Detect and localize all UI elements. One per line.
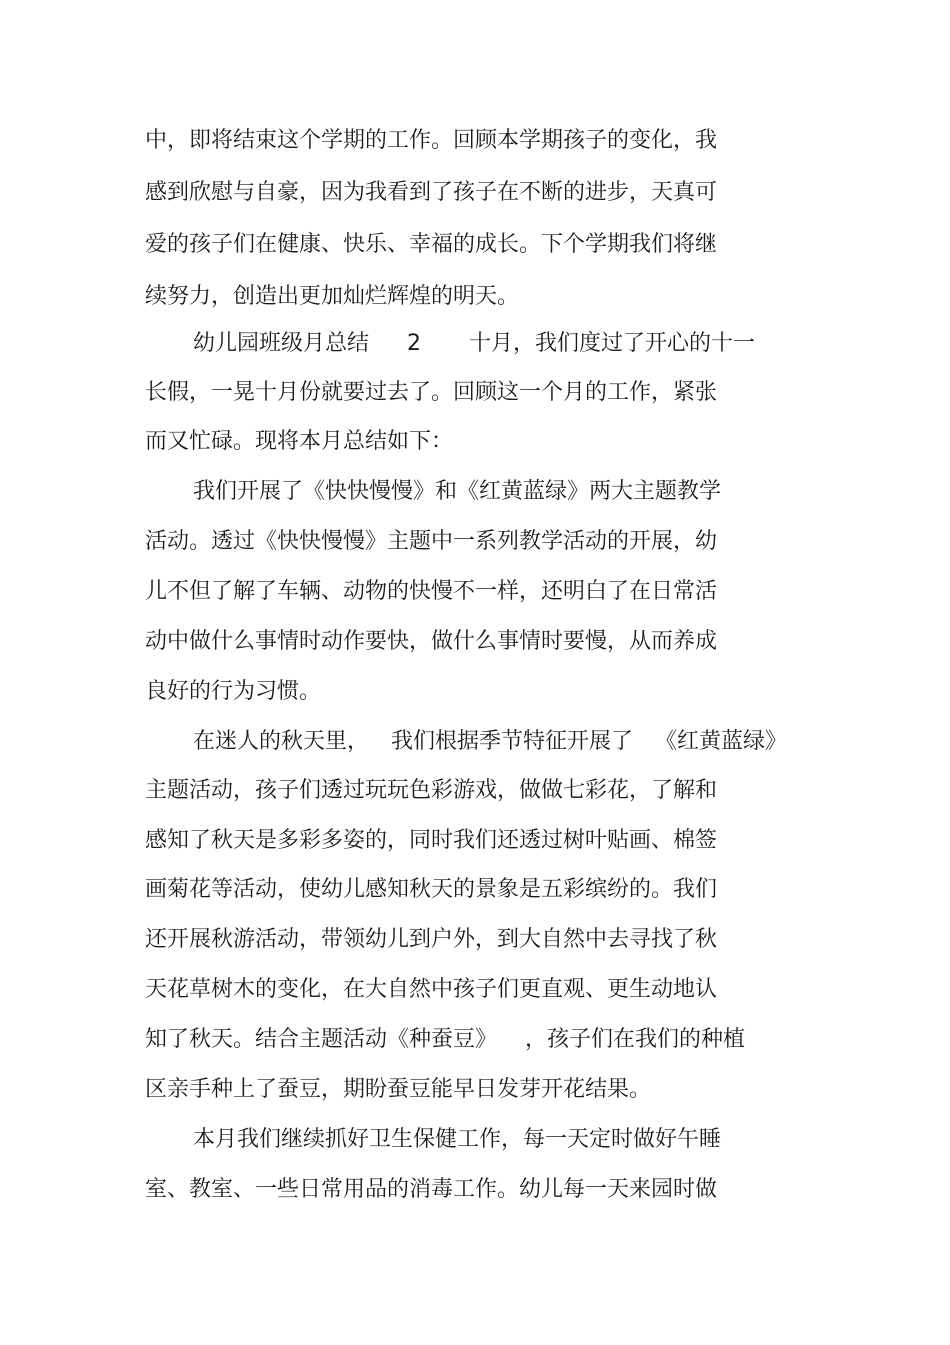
autumn-line-part1: 在迷人的秋天里， — [193, 729, 370, 754]
paragraph-line: 室、教室、一些日常用品的消毒工作。幼儿每一天来园时做 — [145, 1177, 718, 1202]
summary-heading-number: 2 — [407, 331, 422, 356]
bean-line-part1: 知了秋天。结合主题活动《种蚕豆》 — [145, 1027, 498, 1052]
paragraph-line: 长假，一晃十月份就要过去了。回顾这一个月的工作，紧张 — [145, 380, 718, 405]
summary-heading-title: 幼儿园班级月总结 — [193, 331, 370, 356]
paragraph-line: 天花草树木的变化，在大自然中孩子们更直观、更生动地认 — [145, 977, 718, 1002]
paragraph-line: 动中做什么事情时动作要快，做什么事情时要慢，从而养成 — [145, 629, 718, 654]
paragraph-line: 续努力，创造出更加灿烂辉煌的明天。 — [145, 284, 520, 309]
paragraph-line: 我们开展了《快快慢慢》和《红黄蓝绿》两大主题教学 — [193, 479, 722, 504]
paragraph-line: 中，即将结束这个学期的工作。回顾本学期孩子的变化，我 — [145, 128, 718, 153]
paragraph-line: 而又忙碌。现将本月总结如下： — [145, 429, 454, 454]
paragraph-line: 感到欣慰与自豪，因为我看到了孩子在不断的进步，天真可 — [145, 180, 718, 205]
paragraph-line: 爱的孩子们在健康、快乐、幸福的成长。下个学期我们将继 — [145, 232, 718, 257]
summary-heading-line — [193, 329, 755, 359]
paragraph-line: 画菊花等活动，使幼儿感知秋天的景象是五彩缤纷的。我们 — [145, 877, 718, 902]
paragraph-line: 还开展秋游活动，带领幼儿到户外，到大自然中去寻找了秋 — [145, 927, 718, 952]
summary-heading-rest: 十月，我们度过了开心的十一 — [469, 331, 756, 356]
paragraph-line: 感知了秋天是多彩多姿的，同时我们还透过树叶贴画、棉签 — [145, 828, 718, 853]
bean-line — [145, 1025, 745, 1055]
autumn-line-part3: 《红黄蓝绿》 — [655, 729, 788, 754]
autumn-line-part2: 我们根据季节特征开展了 — [391, 729, 634, 754]
paragraph-line: 区亲手种上了蚕豆，期盼蚕豆能早日发芽开花结果。 — [145, 1077, 652, 1102]
paragraph-line: 良好的行为习惯。 — [145, 679, 322, 704]
paragraph-line: 活动。透过《快快慢慢》主题中一系列教学活动的开展，幼 — [145, 529, 718, 554]
paragraph-line: 主题活动，孩子们透过玩玩色彩游戏，做做七彩花，了解和 — [145, 778, 718, 803]
paragraph-line: 本月我们继续抓好卫生保健工作，每一天定时做好午睡 — [193, 1127, 722, 1152]
bean-line-part2: ，孩子们在我们的种植 — [525, 1027, 746, 1052]
autumn-line — [193, 727, 787, 757]
paragraph-line: 儿不但了解了车辆、动物的快慢不一样，还明白了在日常活 — [145, 579, 718, 604]
